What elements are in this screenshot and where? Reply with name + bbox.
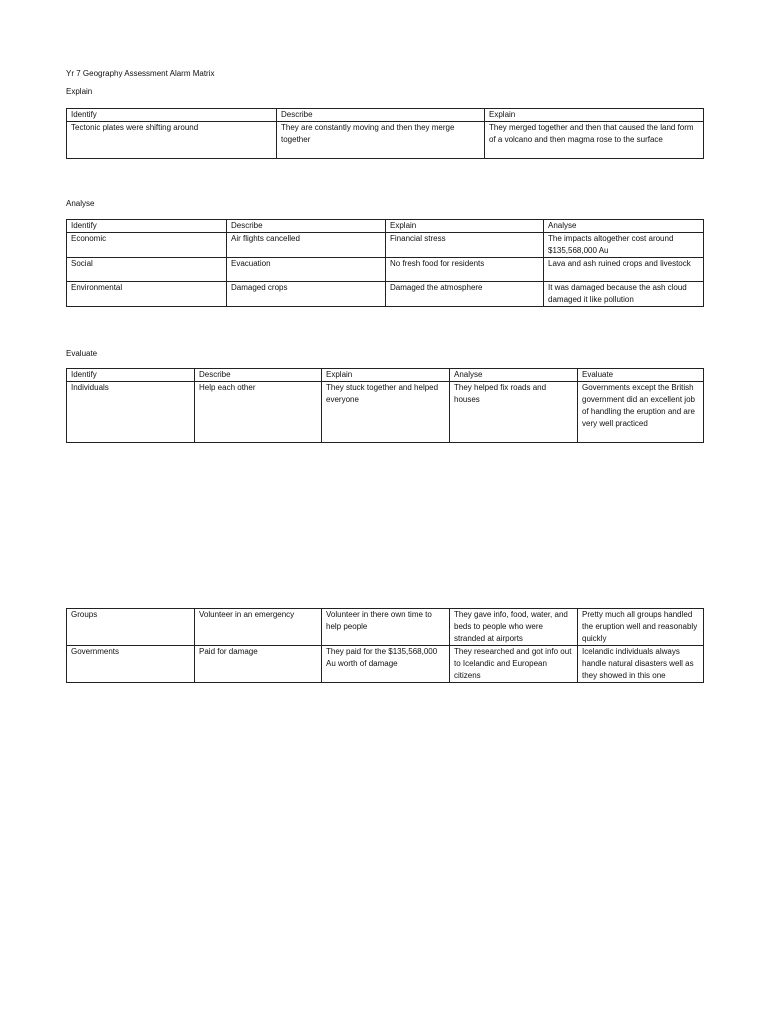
table-cell: Volunteer in there own time to help people — [322, 609, 450, 646]
table-cell: Economic — [67, 233, 227, 258]
table-cell: It was damaged because the ash cloud damaged it like pollution — [544, 282, 704, 307]
table-cell: Tectonic plates were shifting around — [67, 122, 277, 159]
table-row — [67, 282, 704, 307]
column-header-explain: Explain — [322, 369, 450, 382]
column-header-explain: Explain — [485, 109, 704, 122]
page-title: Yr 7 Geography Assessment Alarm Matrix — [66, 69, 215, 78]
table-cell: Air flights cancelled — [227, 233, 386, 258]
column-header-evaluate: Evaluate — [578, 369, 704, 382]
table-cell: The impacts altogether cost around $135,568,000 Au — [544, 233, 704, 258]
table-cell: Financial stress — [386, 233, 544, 258]
table-cell: They stuck together and helped everyone — [322, 382, 450, 443]
table-header-row — [67, 109, 704, 122]
table-cell: They are constantly moving and then they merge together — [277, 122, 485, 159]
table-cell: Help each other — [195, 382, 322, 443]
table-cell: Damaged crops — [227, 282, 386, 307]
section-heading-analyse: Analyse — [66, 199, 95, 208]
column-header-analyse: Analyse — [450, 369, 578, 382]
column-header-describe: Describe — [277, 109, 485, 122]
table-header-row — [67, 369, 704, 382]
table-cell: They helped fix roads and houses — [450, 382, 578, 443]
column-header-identify: Identify — [67, 109, 277, 122]
table-cell: Damaged the atmosphere — [386, 282, 544, 307]
explain-table — [66, 108, 704, 159]
table-row — [67, 646, 704, 683]
table-row — [67, 609, 704, 646]
table-cell: Social — [67, 258, 227, 282]
analyse-table — [66, 219, 704, 307]
table-cell: Lava and ash ruined crops and livestock — [544, 258, 704, 282]
table-cell: Governments — [67, 646, 195, 683]
column-header-describe: Describe — [227, 220, 386, 233]
table-row — [67, 122, 704, 159]
table-cell: Volunteer in an emergency — [195, 609, 322, 646]
table-row — [67, 258, 704, 282]
evaluate-continued-table — [66, 608, 704, 683]
table-cell: Paid for damage — [195, 646, 322, 683]
table-cell: Groups — [67, 609, 195, 646]
table-cell: No fresh food for residents — [386, 258, 544, 282]
table-cell: They gave info, food, water, and beds to people who were stranded at airports — [450, 609, 578, 646]
column-header-analyse: Analyse — [544, 220, 704, 233]
table-cell: They researched and got info out to Icelandic and European citizens — [450, 646, 578, 683]
section-heading-evaluate: Evaluate — [66, 349, 98, 358]
table-cell: Pretty much all groups handled the eruption well and reasonably quickly — [578, 609, 704, 646]
table-row — [67, 382, 704, 443]
table-cell: Environmental — [67, 282, 227, 307]
column-header-identify: Identify — [67, 220, 227, 233]
table-cell: Governments except the British government did an excellent job of handling the eruption and are very well practiced — [578, 382, 704, 443]
table-header-row — [67, 220, 704, 233]
column-header-explain: Explain — [386, 220, 544, 233]
evaluate-table — [66, 368, 704, 443]
column-header-identify: Identify — [67, 369, 195, 382]
table-cell: Individuals — [67, 382, 195, 443]
table-cell: They merged together and then that caused the land form of a volcano and then magma rose to the surface — [485, 122, 704, 159]
table-cell: Evacuation — [227, 258, 386, 282]
table-row — [67, 233, 704, 258]
table-cell: They paid for the $135,568,000 Au worth of damage — [322, 646, 450, 683]
section-heading-explain: Explain — [66, 87, 93, 96]
table-cell: Icelandic individuals always handle natural disasters well as they showed in this one — [578, 646, 704, 683]
column-header-describe: Describe — [195, 369, 322, 382]
